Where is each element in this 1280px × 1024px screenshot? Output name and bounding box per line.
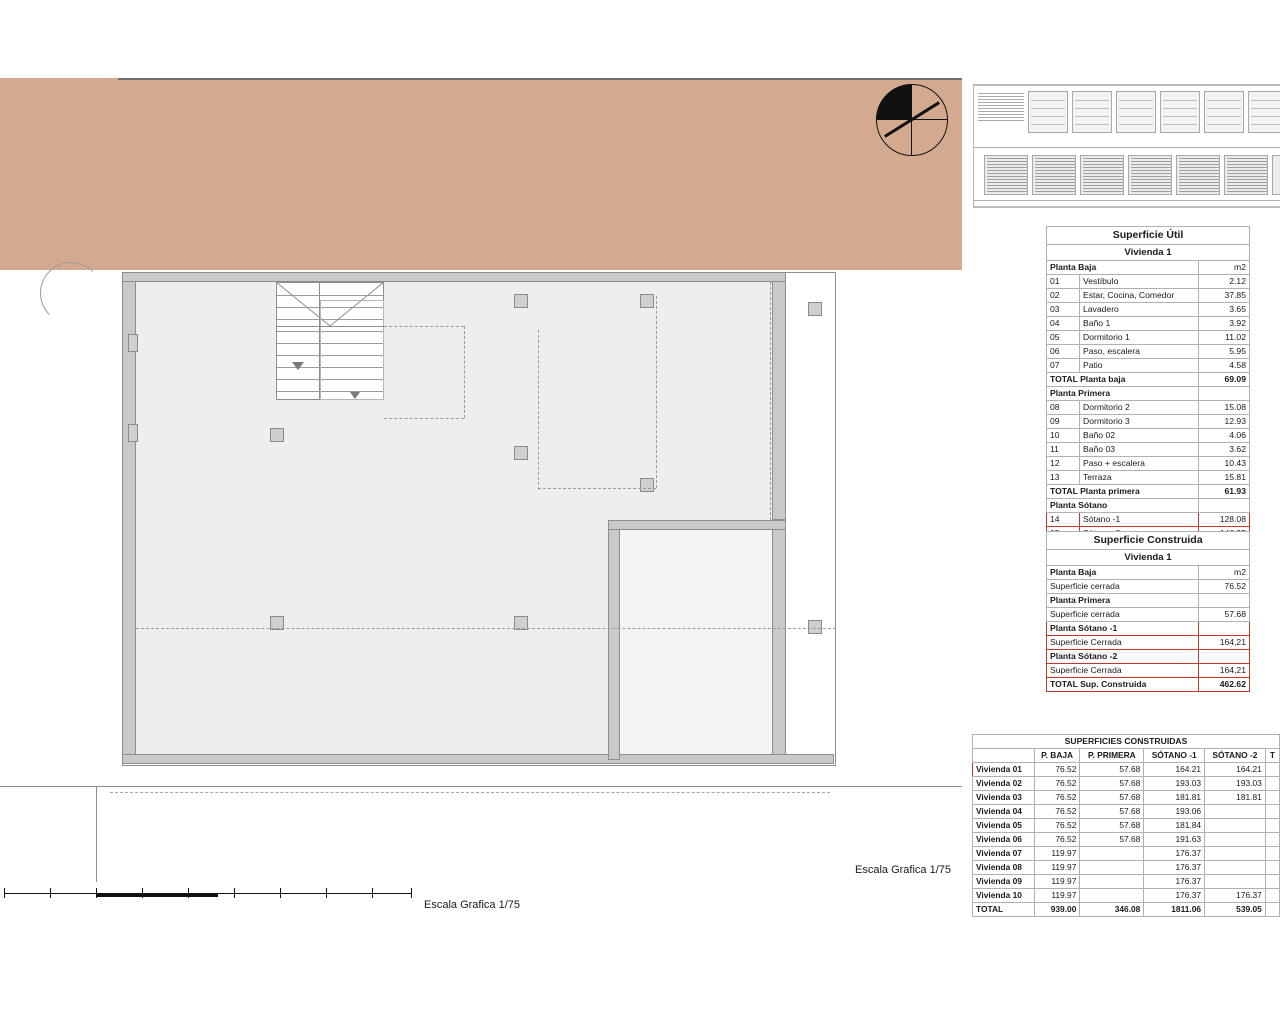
table-row: 09 Dormitorio 3 12.93: [1047, 415, 1250, 429]
wall-right-upper: [772, 272, 786, 520]
terrain-fill-area: [0, 78, 962, 270]
superficie-construida-table: [1046, 531, 1250, 692]
stair-break-line: [276, 326, 384, 327]
table-row: 03 Lavadero 3.65: [1047, 303, 1250, 317]
section-planta-sotano: Planta Sótano: [1047, 499, 1199, 513]
pillar: [808, 620, 822, 634]
table-row-highlighted: Planta Sótano -2: [1047, 650, 1250, 664]
table-row: Superficie cerrada 76.52: [1047, 580, 1250, 594]
table-row: 01 Vestíbulo 2.12: [1047, 275, 1250, 289]
pillar: [808, 302, 822, 316]
graphic-scale-bar: [4, 888, 412, 898]
table-row-highlighted: Superficie Cerrada 164,21: [1047, 664, 1250, 678]
superficies-construidas-summary-table: [972, 734, 1280, 917]
table-row: Vivienda 03 76.52 57.68 181.81 181.81: [973, 791, 1280, 805]
wall-interior-horizontal: [608, 520, 786, 530]
table-total-row: TOTAL Planta primera 61.93: [1047, 485, 1250, 499]
pillar: [270, 428, 284, 442]
unit-label: m2: [1199, 261, 1250, 275]
stair-direction-arrow: [292, 362, 304, 370]
table-row: Planta Primera: [1047, 594, 1250, 608]
table-row: 02 Estar, Cocina, Comedor 37.85: [1047, 289, 1250, 303]
summary-table-header-row: P. BAJA P. PRIMERA SÓTANO -1 SÓTANO -2 T: [973, 749, 1280, 763]
table-total-row: TOTAL 939.00 346.08 1811.06 539.05: [973, 903, 1280, 917]
table-subtitle-util: Vivienda 1: [1047, 245, 1250, 261]
table-subtitle-construida: Vivienda 1: [1047, 550, 1250, 566]
pillar: [128, 334, 138, 352]
stair-shaft: [320, 300, 384, 400]
section-planta-baja: Planta Baja: [1047, 261, 1199, 275]
table-row: Vivienda 09 119.97 176.37: [973, 875, 1280, 889]
scale-label-right: Escala Grafica 1/75: [855, 864, 951, 876]
pillar: [514, 446, 528, 460]
basement-room-secondary: [620, 530, 772, 754]
pillar: [128, 424, 138, 442]
table-row: Vivienda 07 119.97 176.37: [973, 847, 1280, 861]
stair-direction-arrow-secondary: [350, 392, 360, 399]
wall-top: [122, 272, 786, 282]
site-boundary-line: [0, 786, 962, 787]
table-row: 10 Baño 02 4.06: [1047, 429, 1250, 443]
site-setback-dashed-line: [110, 792, 830, 793]
table-row: Vivienda 01 76.52 57.68 164.21 164.21: [973, 763, 1280, 777]
table-row: 12 Paso + escalera 10.43: [1047, 457, 1250, 471]
superficie-util-table: [1046, 226, 1250, 555]
scale-label-bottom: Escala Grafica 1/75: [424, 899, 520, 911]
wall-interior-vertical: [608, 520, 620, 760]
table-row: 07 Patio 4.58: [1047, 359, 1250, 373]
table-row-highlighted: Superficie Cerrada 164,21: [1047, 636, 1250, 650]
table-row-highlighted: 14 Sótano -1 128.08: [1047, 513, 1250, 527]
summary-table-title: SUPERFICIES CONSTRUIDAS: [973, 735, 1280, 749]
table-row-highlighted: Planta Sótano -1: [1047, 622, 1250, 636]
table-row: Planta Baja m2: [1047, 566, 1250, 580]
wall-bottom: [122, 754, 834, 764]
wall-right-lower: [772, 520, 786, 764]
table-row: Vivienda 05 76.52 57.68 181.84: [973, 819, 1280, 833]
pillar: [640, 478, 654, 492]
table-row: 13 Terraza 15.81: [1047, 471, 1250, 485]
site-boundary-line-vertical: [96, 786, 97, 882]
table-row: Vivienda 04 76.52 57.68 193.06: [973, 805, 1280, 819]
table-total-row: TOTAL Sup. Construida 462.62: [1047, 678, 1250, 692]
table-row: Vivienda 10 119.97 176.37 176.37: [973, 889, 1280, 903]
table-row: Superficie cerrada 57.68: [1047, 608, 1250, 622]
table-row: 08 Dormitorio 2 15.08: [1047, 401, 1250, 415]
table-title-util: Superficie Útil: [1047, 227, 1250, 245]
table-total-row: TOTAL Planta baja 69.09: [1047, 373, 1250, 387]
table-row: 06 Paso, escalera 5.95: [1047, 345, 1250, 359]
terrain-boundary-line: [118, 78, 962, 80]
terrain-arc-line: [40, 262, 102, 324]
table-row: Vivienda 08 119.97 176.37: [973, 861, 1280, 875]
north-arrow-compass-icon: [876, 84, 948, 156]
table-row: 05 Dormitorio 1 11.02: [1047, 331, 1250, 345]
stair-landing: [276, 282, 320, 400]
pillar: [640, 294, 654, 308]
table-row: Vivienda 06 76.52 57.68 191.63: [973, 833, 1280, 847]
table-row: Vivienda 02 76.52 57.68 193.03 193.03: [973, 777, 1280, 791]
pillar: [514, 294, 528, 308]
table-row: 04 Baño 1 3.92: [1047, 317, 1250, 331]
table-row: 11 Baño 03 3.62: [1047, 443, 1250, 457]
section-planta-primera: Planta Primera: [1047, 387, 1199, 401]
site-plan-thumbnail: [973, 84, 1280, 208]
table-title-construida: Superficie Construida: [1047, 532, 1250, 550]
